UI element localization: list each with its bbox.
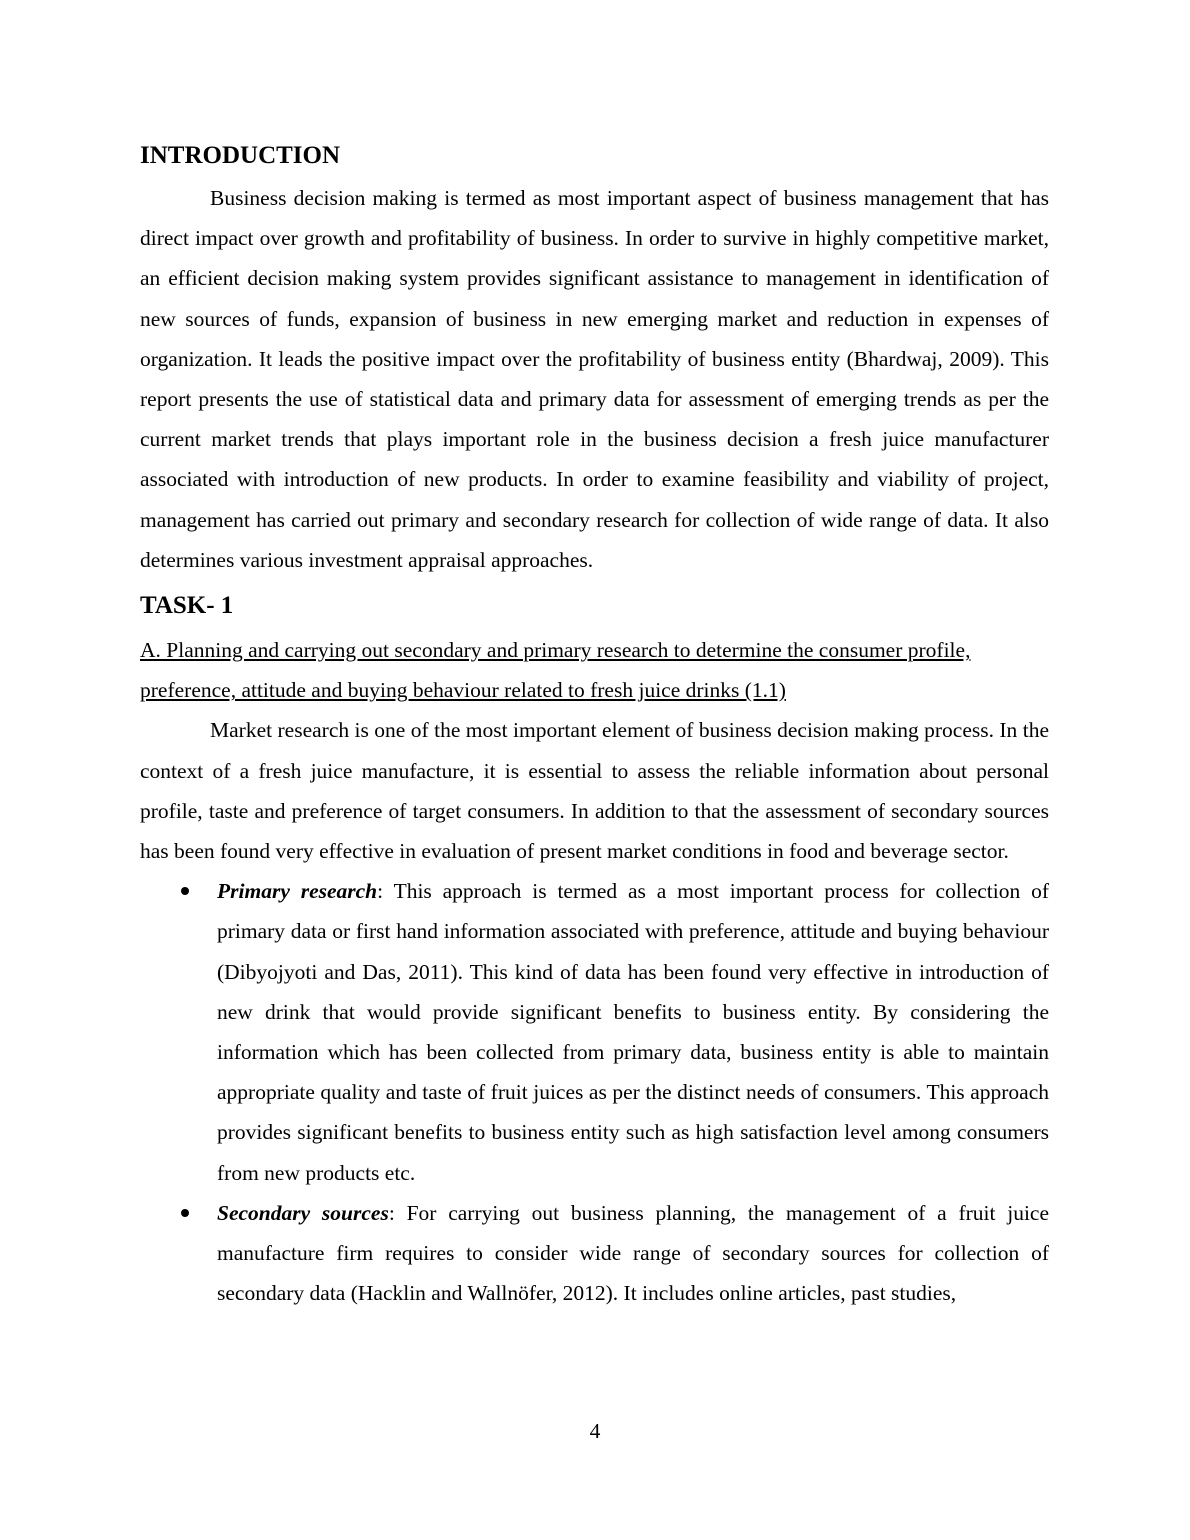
page-content xyxy=(140,138,1049,1313)
research-bullet-list xyxy=(140,871,1049,1313)
introduction-heading: INTRODUCTION xyxy=(140,142,341,169)
bullet-text: : For carrying out business planning, the management of a fruit juice manufacture firm requires to consider wide range of secondary sources for collection of secondary data (Hacklin and Wallnöfer, 2012). It includes online articles, past studies, xyxy=(217,1200,1050,1306)
task-paragraph: Market research is one of the most important element of business decision making process. In the context of a fresh juice manufacture, it is essential to assess the reliable information about personal profile, taste and preference of target consumers. In addition to that the assessment of secondary sources has been found very effective in evaluation of present market conditions in food and beverage sector. xyxy=(140,718,1049,864)
bullet-icon xyxy=(181,887,189,895)
page-number: 4 xyxy=(589,1419,601,1443)
bullet-term: Secondary sources xyxy=(217,1200,389,1225)
task-heading: TASK- 1 xyxy=(140,592,234,620)
bullet-primary-research xyxy=(140,871,1049,1193)
introduction-paragraph: Business decision making is termed as most important aspect of business management that has direct impact over growth and profitability of business. In order to survive in highly competitive market, an efficient decision making system provides significant assistance to management in identification of new sources of funds, expansion of business in new emerging market and reduction in expenses of organization. It leads the positive impact over the profitability of business entity (Bhardwaj, 2009). This report presents the use of statistical data and primary data for assessment of emerging trends as per the current market trends that plays important role in the business decision a fresh juice manufacturer associated with introduction of new products. In order to examine feasibility and viability of project, management has carried out primary and secondary research for collection of wide range of data. It also determines various investment appraisal approaches. xyxy=(140,186,1049,572)
bullet-text: : This approach is termed as a most important process for collection of primary data or first hand information associated with preference, attitude and buying behaviour (Dibyojyoti and Das, 2011). This kind of data has been found very effective in introduction of new drink that would provide significant benefits to business entity. By considering the information which has been collected from primary data, business entity is able to maintain appropriate quality and taste of fruit juices as per the distinct needs of consumers. This approach provides significant benefits to business entity such as high satisfaction level among consumers from new products etc. xyxy=(217,879,1049,1185)
bullet-secondary-sources xyxy=(140,1193,1049,1314)
task-subheading: A. Planning and carrying out secondary and primary research to determine the consumer profile, preference, attitude and buying behaviour related to fresh juice drinks (1.1) xyxy=(140,638,971,703)
bullet-term: Primary research xyxy=(217,879,378,904)
bullet-icon xyxy=(181,1209,189,1217)
